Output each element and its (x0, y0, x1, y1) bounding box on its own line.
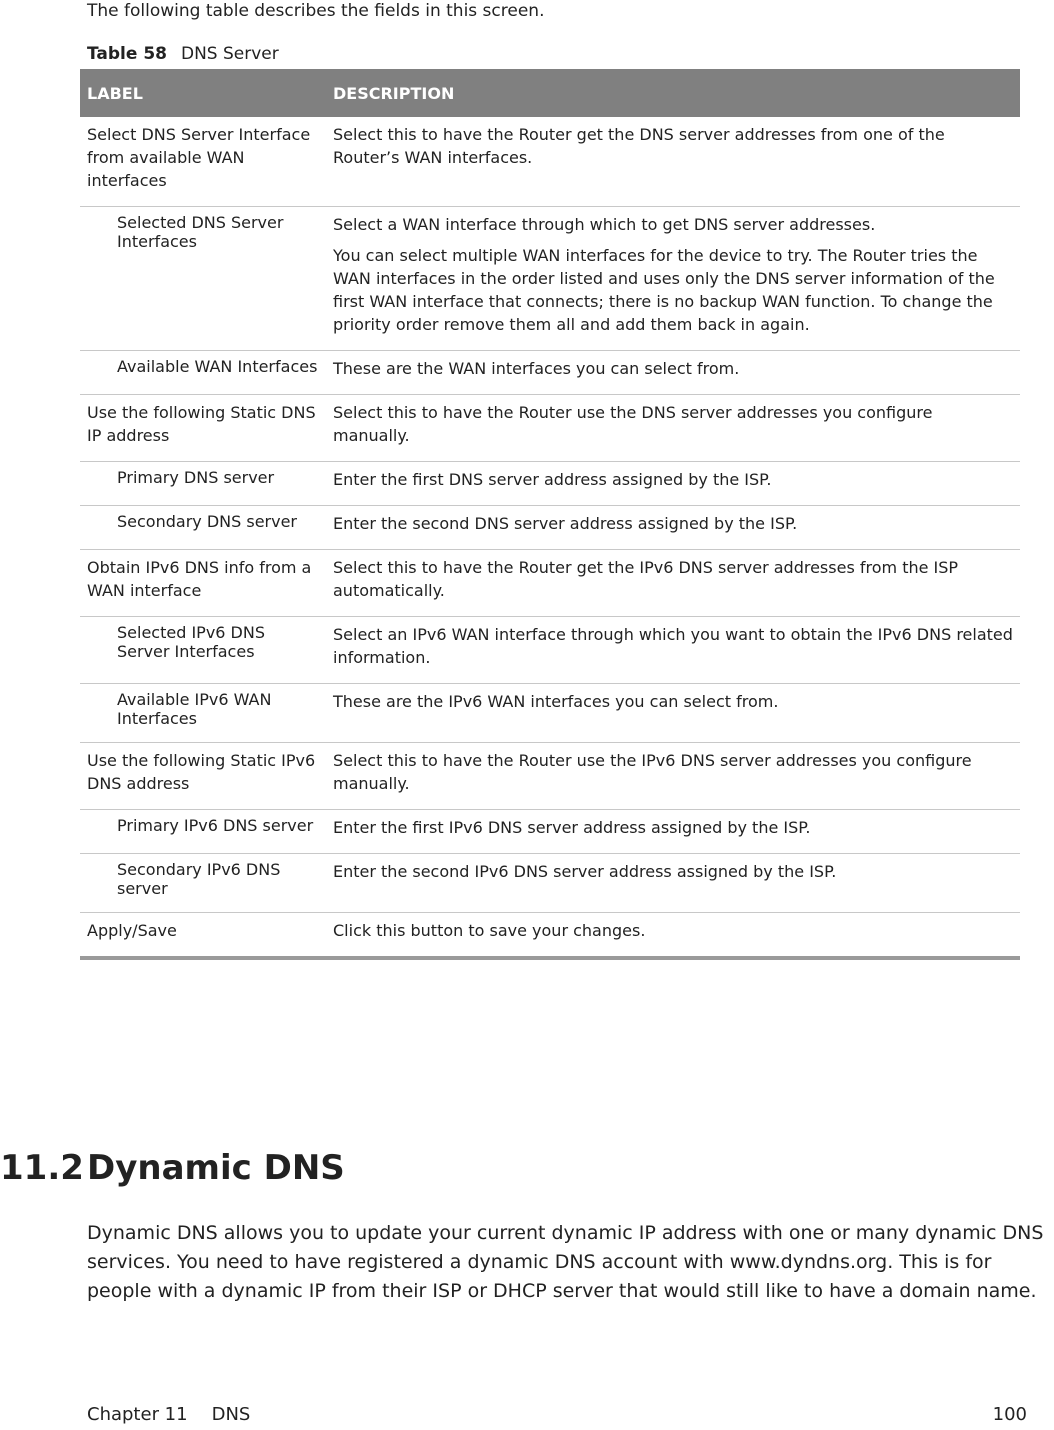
row-description (326, 617, 1020, 684)
table-caption (87, 43, 279, 65)
section-title: Dynamic DNS (87, 1148, 345, 1188)
row-description (326, 506, 1020, 550)
table-title: DNS Server (180, 44, 279, 64)
table-row (80, 351, 1020, 395)
description-text: Select this to have the Router use the DNS server addresses you configure manually. (333, 403, 933, 445)
description-text: Click this button to save your changes. (333, 921, 646, 940)
table-row (80, 550, 1020, 617)
description-text: Enter the first IPv6 DNS server address assigned by the ISP. (333, 818, 811, 837)
row-description (326, 117, 1020, 207)
table-row (80, 395, 1020, 462)
row-label: Primary IPv6 DNS server (80, 810, 326, 854)
table-row (80, 506, 1020, 550)
row-description (326, 743, 1020, 810)
row-label: Secondary IPv6 DNS server (80, 854, 326, 913)
description-text: Select this to have the Router get the DNS server addresses from one of the Router’s WAN interfaces. (333, 125, 945, 167)
row-description (326, 351, 1020, 395)
description-text: You can select multiple WAN interfaces for the device to try. The Router tries the WAN interfaces in the order listed and uses only the DNS server information of the first WAN interface that connects; there is no backup WAN function. To change the priority order remove them all and add them back in again. (333, 246, 995, 334)
section-paragraph: Dynamic DNS allows you to update your current dynamic IP address with one or many dynamic DNS services. You need to have registered a dynamic DNS account with www.dyndns.org. This is for people with a dynamic IP from their ISP or DHCP server that would still like to have a domain name. (87, 1222, 1044, 1302)
row-description (326, 684, 1020, 743)
table-row (80, 117, 1020, 207)
chapter-title: DNS (211, 1404, 251, 1425)
row-description (326, 810, 1020, 854)
table-row (80, 913, 1020, 959)
row-label: Use the following Static IPv6 DNS address (80, 743, 326, 810)
description-text: These are the WAN interfaces you can select from. (333, 359, 740, 378)
description-text: Enter the second DNS server address assigned by the ISP. (333, 514, 798, 533)
row-description (326, 462, 1020, 506)
row-label: Selected DNS Server Interfaces (80, 207, 326, 351)
table-header-row (80, 69, 1020, 117)
intro-text: The following table describes the fields in this screen. (87, 1, 545, 21)
row-label: Obtain IPv6 DNS info from a WAN interface (80, 550, 326, 617)
dns-server-table (80, 69, 1020, 960)
description-text: These are the IPv6 WAN interfaces you can select from. (333, 692, 779, 711)
row-label: Available WAN Interfaces (80, 351, 326, 395)
row-description (326, 854, 1020, 913)
label-column-header: LABEL (80, 69, 326, 117)
section-heading (0, 1146, 345, 1190)
description-text: Select a WAN interface through which to get DNS server addresses. (333, 215, 876, 234)
page-footer-chapter (87, 1404, 250, 1426)
description-text: Select an IPv6 WAN interface through which you want to obtain the IPv6 DNS related information. (333, 625, 1013, 667)
table-row (80, 854, 1020, 913)
row-label: Use the following Static DNS IP address (80, 395, 326, 462)
table-number: Table 58 (87, 44, 167, 64)
row-label: Available IPv6 WAN Interfaces (80, 684, 326, 743)
row-description (326, 550, 1020, 617)
table-row (80, 617, 1020, 684)
row-description (326, 395, 1020, 462)
table-row (80, 462, 1020, 506)
section-number: 11.2 (0, 1148, 84, 1188)
page-number: 100 (992, 1404, 1027, 1425)
row-label: Secondary DNS server (80, 506, 326, 550)
description-text: Select this to have the Router get the IPv6 DNS server addresses from the ISP automatically. (333, 558, 959, 600)
table-row (80, 207, 1020, 351)
table-row (80, 684, 1020, 743)
row-label: Select DNS Server Interface from available WAN interfaces (80, 117, 326, 207)
row-description (326, 207, 1020, 351)
description-text: Enter the second IPv6 DNS server address assigned by the ISP. (333, 862, 837, 881)
row-description (326, 913, 1020, 959)
row-label: Primary DNS server (80, 462, 326, 506)
row-label: Selected IPv6 DNS Server Interfaces (80, 617, 326, 684)
chapter-number: Chapter 11 (87, 1404, 188, 1425)
description-text: Enter the first DNS server address assigned by the ISP. (333, 470, 772, 489)
description-column-header: DESCRIPTION (326, 69, 1020, 117)
row-label: Apply/Save (80, 913, 326, 959)
table-row (80, 743, 1020, 810)
description-text: Select this to have the Router use the IPv6 DNS server addresses you configure manually. (333, 751, 972, 793)
table-row (80, 810, 1020, 854)
